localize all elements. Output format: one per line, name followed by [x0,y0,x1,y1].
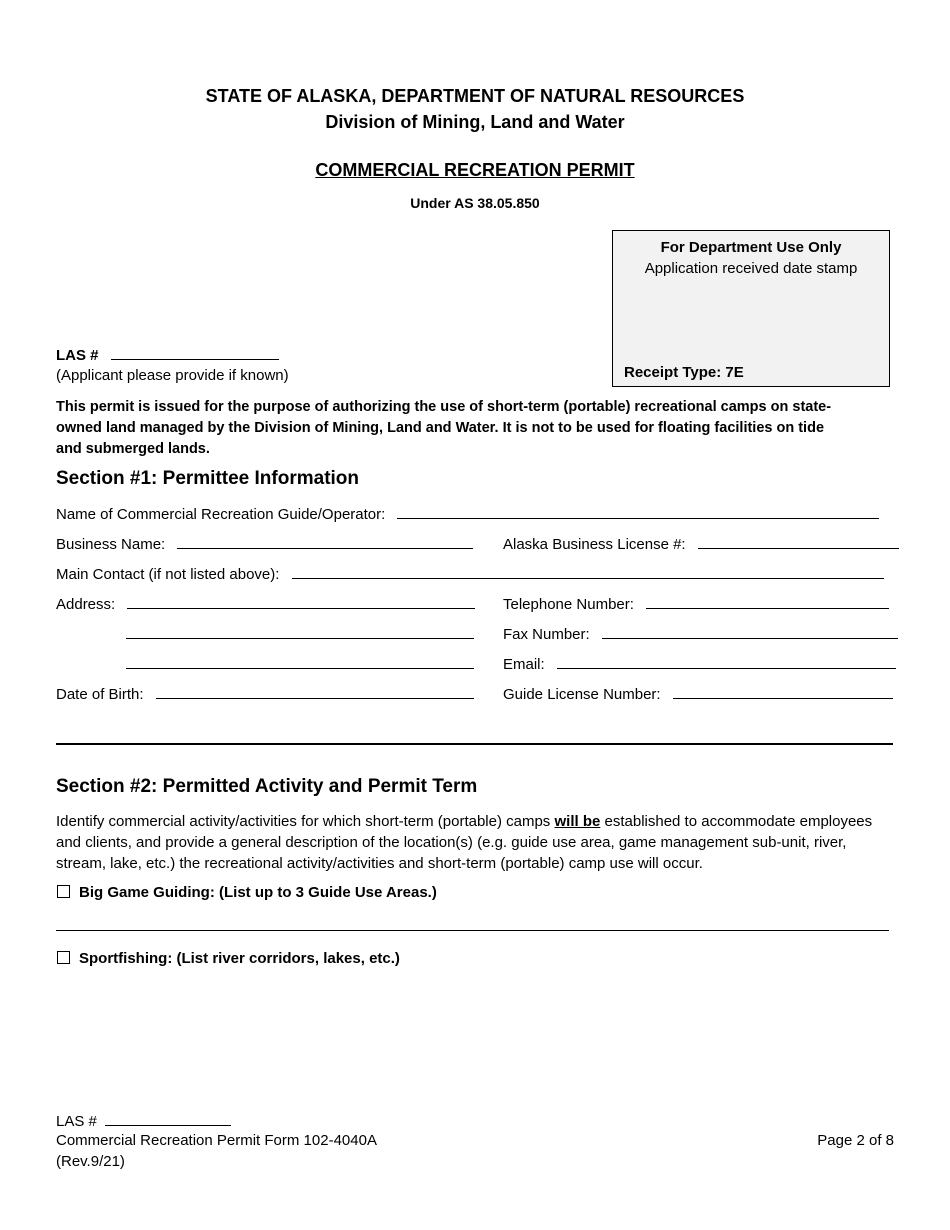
sportfishing-checkbox[interactable] [57,951,70,964]
las-note: (Applicant please provide if known) [56,367,289,384]
big-game-checkbox[interactable] [57,885,70,898]
instructions-part-2: established to accommodate employees and clients, and provide a general description of the location(s) (e.g. guide use area, game management sub-unit, river, stream, lake, etc.) the recreational activity/activities and short-term (portable) camp use will occur. [56,813,873,872]
email-label: Email: [503,656,545,673]
instructions-emphasis: will be [554,813,601,830]
fax-label: Fax Number: [503,626,590,643]
permit-title: COMMERCIAL RECREATION PERMIT [315,160,635,180]
guide-operator-field [56,504,894,524]
footer-form-number: Commercial Recreation Permit Form 102-4040A [56,1132,377,1149]
address-input-line-3[interactable] [126,654,474,669]
footer-las-input-line[interactable] [105,1111,231,1126]
address-label: Address: [56,596,116,613]
address-input-line-2[interactable] [126,624,474,639]
fax-field [503,624,898,644]
business-name-field [56,534,473,554]
address-input-line-1[interactable] [127,594,475,609]
purpose-statement: This permit is issued for the purpose of authorizing the use of short-term (portable) recreational camps on state-owned land managed by the Division of Mining, Land and Water. It is not to be used for floating facilities on tide and submerged lands. [56,399,832,457]
business-license-input-line[interactable] [698,534,899,549]
big-game-label: Big Game Guiding: (List up to 3 Guide Use Areas.) [79,884,437,901]
section2-instructions [56,811,896,874]
guide-license-label: Guide License Number: [503,686,661,703]
dob-field [56,684,474,704]
guide-license-field [503,684,893,704]
business-license-label: Alaska Business License #: [503,536,686,553]
telephone-label: Telephone Number: [503,596,634,613]
guide-operator-label: Name of Commercial Recreation Guide/Operator: [56,506,386,523]
big-game-option [57,884,437,901]
department-use-title: For Department Use Only [660,239,842,256]
las-field [56,345,279,365]
main-contact-field [56,564,884,584]
receipt-type: Receipt Type: 7E [624,364,744,381]
address-line-2-field [126,624,474,644]
address-field [56,594,475,614]
telephone-field [503,594,889,614]
division-heading: Division of Mining, Land and Water [325,112,625,132]
address-line-3-field [126,654,474,674]
email-input-line[interactable] [557,654,896,669]
las-input-line[interactable] [111,345,279,360]
page-number: Page 2 of 8 [817,1132,894,1149]
guide-operator-input-line[interactable] [397,504,879,519]
guide-license-input-line[interactable] [673,684,893,699]
section2-title: Section #2: Permitted Activity and Permit Term [56,776,478,797]
footer-revision: (Rev.9/21) [56,1153,125,1170]
telephone-input-line[interactable] [646,594,889,609]
business-license-field [503,534,899,554]
business-name-label: Business Name: [56,536,166,553]
dob-label: Date of Birth: [56,686,144,703]
fax-input-line[interactable] [602,624,898,639]
email-field [503,654,896,674]
date-stamp-label: Application received date stamp [644,260,858,277]
las-label: LAS # [56,347,99,364]
department-use-box [612,230,890,387]
sportfishing-label: Sportfishing: (List river corridors, lakes, etc.) [79,950,400,967]
business-name-input-line[interactable] [177,534,473,549]
instructions-part-1: Identify commercial activity/activities for which short-term (portable) camps [56,813,555,830]
agency-heading: STATE OF ALASKA, DEPARTMENT OF NATURAL RESOURCES [205,86,745,106]
sportfishing-option [57,950,400,967]
footer-las-label: LAS # [56,1113,97,1130]
section1-title: Section #1: Permittee Information [56,468,360,489]
main-contact-input-line[interactable] [292,564,884,579]
section-divider [56,743,893,745]
dob-input-line[interactable] [156,684,474,699]
main-contact-label: Main Contact (if not listed above): [56,566,280,583]
big-game-input-line[interactable] [56,930,889,931]
authority-line: Under AS 38.05.850 [410,195,540,211]
footer-las-field [56,1111,231,1131]
